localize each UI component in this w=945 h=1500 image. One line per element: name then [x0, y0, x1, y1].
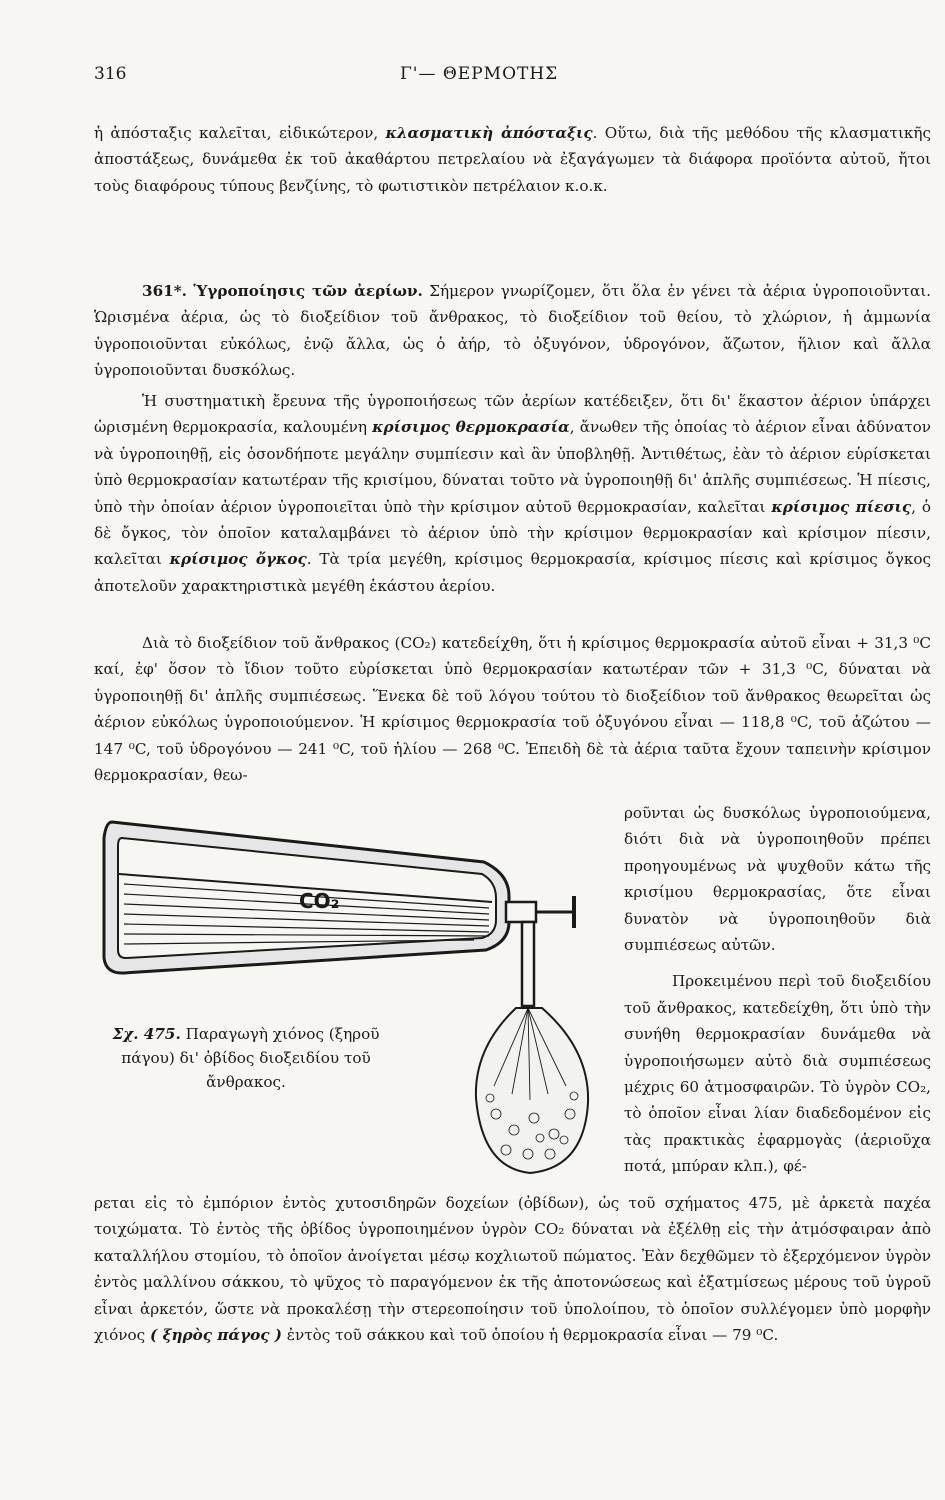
intro-text-c: . Οὕτω, διὰ τῆς μεθόδου τῆς κλασματικῆς ἀποστάξεως, δυνάμεθα ἐκ τοῦ ἀκαθάρτου πετρελαίου νὰ ἐξαγάγωμεν τὰ διάφορα προϊόντα αὐτοῦ, ἤτοι τοὺς διαφόρους τύπους βενζίνης, τὸ φωτιστικὸν πετρέλαιον κ.ο.κ.: [94, 124, 931, 195]
critical-temp-term: κρίσιμος θερμοκρασία: [372, 418, 570, 437]
paragraph-co2: [94, 630, 931, 788]
right-para-2: Προκειμένου περὶ τοῦ διοξειδίου τοῦ ἄνθρακος, κατεδείχθη, ὅτι ὑπὸ τὴν συνήθη θερμοκρασίαν δυνάμεθα νὰ ὑγροποιήσωμεν αὐτὸ διὰ συμπιέσεως μέχρις 60 ἀτμοσφαιρῶν. Τὸ ὑγρὸν CO₂, τὸ ὁποῖον εἶναι λίαν διαδεδομένον εἰς τὰς πρακτικὰς ἐφαρμογὰς (ἀεριοῦχα ποτά, μπύραν κλπ.), φέ-: [624, 972, 931, 1176]
tank-label: CO₂: [299, 889, 340, 913]
running-head: Γ'— ΘΕΡΜΟΤΗΣ: [400, 64, 559, 84]
figure-label: Σχ. 475.: [112, 1025, 181, 1043]
intro-term: κλασματικὴ ἀπόσταξις: [385, 124, 593, 142]
final-text-a: ρεται εἰς τὸ ἐμπόριον ἐντὸς χυτοσιδηρῶν δοχείων (ὀβίδων), ὡς τοῦ σχήματος 475, μὲ ἀρκετὰ παχέα τοιχώματα. Τὸ ἐντὸς τῆς ὀβίδος ὑγροποιημένον ὑγρὸν CO₂ δύναται νὰ ἐξέλθῃ εἰς τὴν ἀτμόσφαιραν ἀπὸ καταλλήλου στομίου, τὸ ὁποῖον ἀνοίγεται μέσῳ κοχλιωτοῦ πώματος. Ἐὰν δεχθῶμεν τὸ ἐξερχόμενον ὑγρὸν ἐντὸς μαλλίνου σάκκου, τὸ ψῦχος τὸ παραγόμενον ἐκ τῆς ἀποτονώσεως καὶ ἐξατμίσεως μέρους τοῦ ὑγροῦ εἶναι ἀρκετόν, ὥστε νὰ προκαλέσῃ τὴν στερεοποίησιν τοῦ ὑπολοίπου, τὸ ὁποῖον συλλέγομεν ὑπὸ μορφὴν χιόνος: [94, 1194, 931, 1345]
critical-text-c: , ἄνωθεν τῆς ὁποίας τὸ ἀέριον εἶναι ἀδύνατον νὰ ὑγροποιηθῇ, εἰς ὁσονδήποτε μεγάλην συμπίεσιν καὶ ἂν ὑποβληθῇ. Ἀντιθέτως, ἐὰν τὸ ἀέριον εὑρίσκεται ὑπὸ θερμοκρασίαν κατωτέραν τῆς κρισίμου, δύναται τοῦτο νὰ ὑγροποιηθῇ δι' ἁπλῆς συμπιέσεως. Ἡ πίεσις, ὑπὸ τὴν ὁποίαν ἀέριον ὑγροποιεῖται ὑπὸ τὴν κρίσιμον αὐτοῦ θερμοκρασίαν, καλεῖται: [94, 418, 932, 516]
paragraph-critical: [94, 388, 931, 599]
critical-text-a: Ἡ συστηματικὴ ἔρευνα τῆς ὑγροποιήσεως τῶν ἀερίων κατέδειξεν, ὅτι δι' ἕκαστον ἀέριον ὑπάρχει ὡρισμένη θερμοκρασία, καλουμένη: [94, 392, 931, 437]
critical-pressure-term: κρίσιμος πίεσις: [771, 497, 912, 516]
section-text: Σήμερον γνωρίζομεν, ὅτι ὅλα ἐν γένει τὰ ἀέρια ὑγροποιοῦνται. Ὡρισμένα ἀέρια, ὡς τὸ διοξείδιον τοῦ ἄνθρακος, τὸ διοξείδιον τοῦ θείου, τὸ χλώριον, ἡ ἀμμωνία ὑγροποιοῦνται εὐκόλως, ἐνῷ ἄλλα, ὡς ὁ ἀήρ, τὸ ὀξυγόνον, ὑδρογόνον, ἄζωτον, ἥλιον καὶ ἄλλα ὑγροποιοῦνται δυσκόλως.: [94, 282, 931, 380]
figure-caption-text: Παραγωγὴ χιόνος (ξηροῦ πάγου) δι' ὀβίδος διοξειδίου τοῦ ἄνθρακος.: [121, 1025, 380, 1091]
figure-caption: [112, 1022, 380, 1094]
intro-text-a: ἡ ἀπόσταξις καλεῖται, εἰδικώτερον,: [94, 124, 386, 142]
right-column: [624, 790, 931, 1180]
section-title: Ὑγροποίησις τῶν ἀερίων.: [193, 282, 423, 300]
section-number: 361*.: [142, 282, 187, 300]
critical-text-g: . Τὰ τρία μεγέθη, κρίσιμος θερμοκρασία, κρίσιμος πίεσις καὶ κρίσιμος ὄγκος ἀποτελοῦν χαρακτηριστικὰ μεγέθη ἑκάστου ἀερίου.: [94, 550, 932, 595]
co2-tank-figure: [94, 818, 604, 1183]
co2-text: Διὰ τὸ διοξείδιον τοῦ ἄνθρακος (CO₂) κατεδείχθη, ὅτι ἡ κρίσιμος θερμοκρασία αὐτοῦ εἶναι + 31,3 ⁰C καί, ἐφ' ὅσον τὸ ἴδιον τοῦτο εὑρίσκεται ὑπὸ θερμοκρασίαν κατωτέραν τῶν + 31,3 ⁰C, δύναται νὰ ὑγροποιηθῇ δι' ἁπλῆς συμπιέσεως. Ἕνεκα δὲ τοῦ λόγου τούτου τὸ διοξείδιον τοῦ ἄνθρακος θεωρεῖται ὡς ἀέριον εὐκόλως ὑγροποιούμενον. Ἡ κρίσιμος θερμοκρασία τοῦ ὀξυγόνου εἶναι — 118,8 ⁰C, τοῦ ἀζώτου — 147 ⁰C, τοῦ ὑδρογόνου — 241 ⁰C, τοῦ ἡλίου — 268 ⁰C. Ἐπειδὴ δὲ τὰ ἀέρια ταῦτα ἔχουν ταπεινὴν κρίσιμον θερμοκρασίαν, θεω-: [94, 634, 931, 785]
critical-text-e: , ὁ δὲ ὄγκος, τὸν ὁποῖον καταλαμβάνει τὸ ἀέριον ὑπὸ τὴν κρίσιμον θερμοκρασίαν καὶ κρίσιμον πίεσιν, καλεῖται: [94, 497, 931, 569]
dry-ice-term: ( ξηρὸς πάγος ): [150, 1326, 282, 1345]
paragraph-intro: [94, 120, 931, 199]
paragraph-final: [94, 1190, 931, 1348]
paragraph-section: [94, 278, 931, 384]
final-text-c: ἐντὸς τοῦ σάκκου καὶ τοῦ ὁποίου ἡ θερμοκρασία εἶναι — 79 ⁰C.: [281, 1326, 779, 1345]
right-para-1: ροῦνται ὡς δυσκόλως ὑγροποιούμενα, διότι διὰ νὰ ὑγροποιηθοῦν πρέπει προηγουμένως νὰ ψυχθοῦν κάτω τῆς κρισίμου θερμοκρασίας, ὅτε εἶναι δυνατὸν νὰ ὑγροποιηθοῦν διὰ συμπιέσεως αὐτῶν.: [624, 804, 931, 955]
page-number: 316: [94, 64, 127, 84]
tank-illustration: [104, 822, 588, 1173]
critical-volume-term: κρίσιμος ὄγκος: [169, 550, 307, 569]
